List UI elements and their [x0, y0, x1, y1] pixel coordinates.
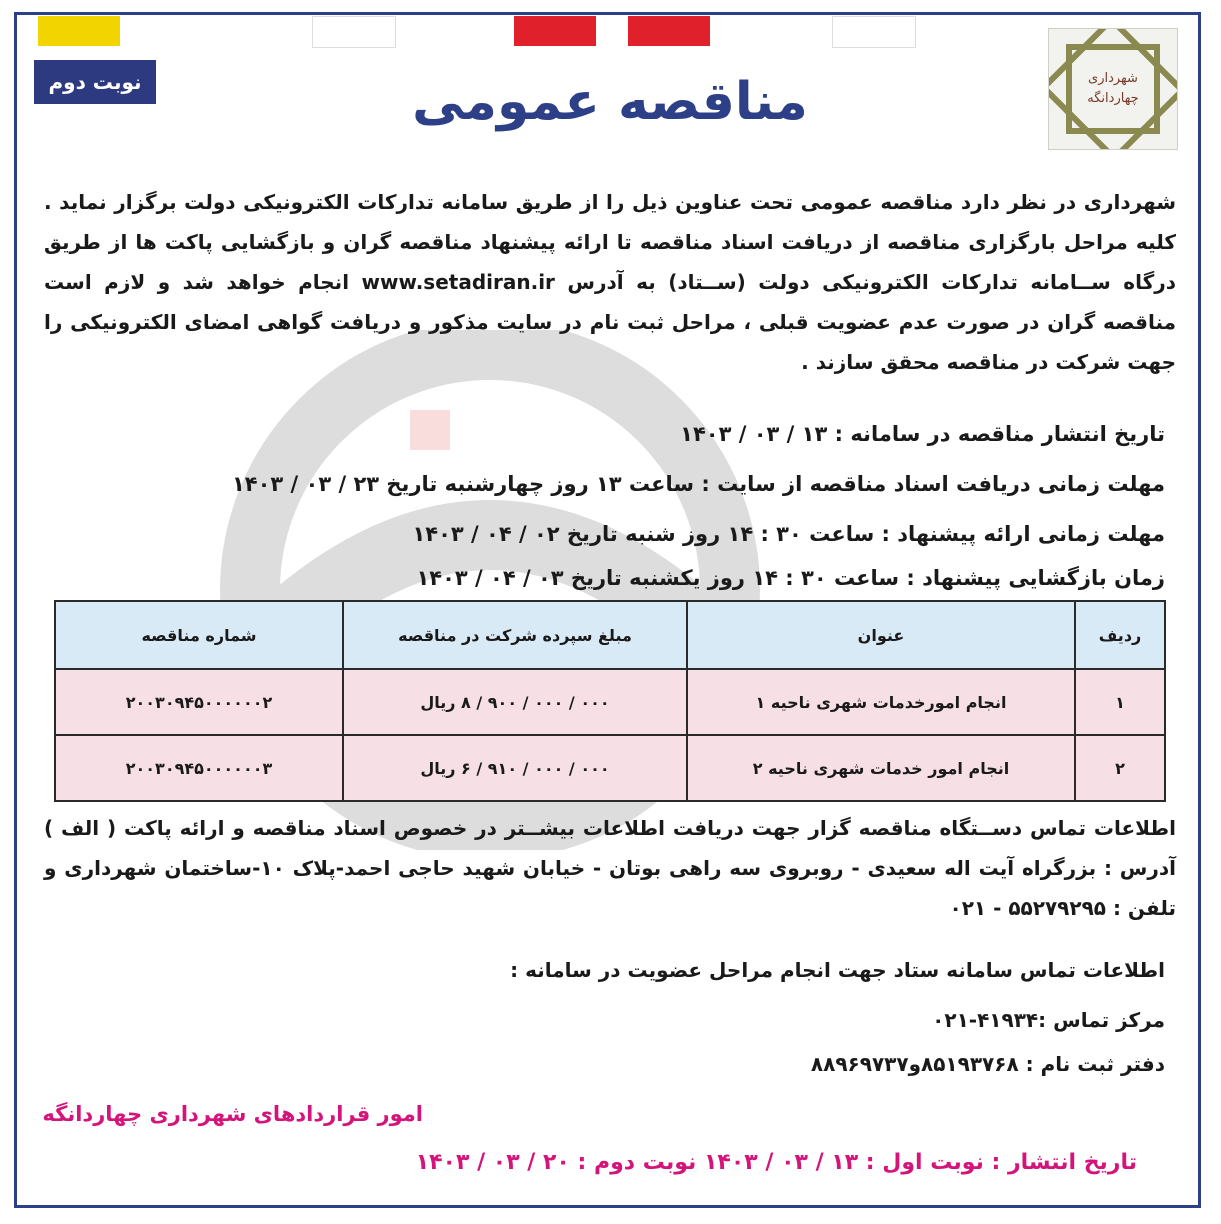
logo-text-1: شهرداری	[1088, 71, 1138, 86]
registration-office: دفتر ثبت نام : ۸۵۱۹۳۷۶۸و۸۸۹۶۹۷۳۷	[810, 1052, 1165, 1076]
row-tender-number: ۲۰۰۳۰۹۴۵۰۰۰۰۰۰۲	[55, 669, 343, 735]
setad-contact: اطلاعات تماس سامانه ستاد جهت انجام مراحل عضویت در سامانه :	[510, 958, 1165, 982]
second-notice-badge: نوبت دوم	[34, 60, 156, 104]
call-center: مرکز تماس :۴۱۹۳۴-۰۲۱	[932, 1008, 1165, 1032]
page-title: مناقصه عمومی	[412, 72, 808, 132]
contact-paragraph: اطلاعات تماس دســتگاه مناقصه گزار جهت دریافت اطلاعات بیشــتر در خصوص اسناد مناقصه و ارائه پاکت ( الف ) آدرس : بزرگراه آیت اله سعیدی - روبروی سه راهی بوتان - خیابان شهید حاجی احمد-پلاک ۱۰-ساختمان شهرداری و تلفن : ۵۵۲۷۹۲۹۵ - ۰۲۱	[44, 816, 1177, 920]
color-bar-white-1	[312, 16, 396, 48]
municipality-logo	[1048, 28, 1178, 150]
signature: امور قراردادهای شهرداری چهاردانگه	[42, 1102, 423, 1126]
row-number: ۲	[1075, 735, 1165, 801]
row-title: انجام امور خدمات شهری ناحیه ۲	[687, 735, 1075, 801]
publish-date: تاریخ انتشار مناقصه در سامانه : ۱۳ / ۰۳ / ۱۴۰۳	[680, 422, 1165, 446]
publication-dates: تاریخ انتشار : نوبت اول : ۱۳ / ۰۳ / ۱۴۰۳ نوبت دوم : ۲۰ / ۰۳ / ۱۴۰۳	[415, 1150, 1137, 1175]
color-bar-white-2	[832, 16, 916, 48]
opening-time: زمان بازگشایی پیشنهاد : ساعت ۳۰ : ۱۴ روز یکشنبه تاریخ ۰۳ / ۰۴ / ۱۴۰۳	[416, 566, 1165, 590]
docs-deadline: مهلت زمانی دریافت اسناد مناقصه از سایت : ساعت ۱۳ روز چهارشنبه تاریخ ۲۳ / ۰۳ / ۱۴۰۳	[231, 472, 1165, 496]
offer-deadline: مهلت زمانی ارائه پیشنهاد : ساعت ۳۰ : ۱۴ روز شنبه تاریخ ۰۲ / ۰۴ / ۱۴۰۳	[412, 522, 1165, 546]
header-row-number: ردیف	[1075, 601, 1165, 669]
tender-table	[54, 600, 1166, 802]
row-deposit: ۰۰۰ / ۰۰۰ / ۹۰۰ / ۸ ریال	[343, 669, 687, 735]
header-deposit: مبلغ سپرده شرکت در مناقصه	[343, 601, 687, 669]
color-bar-red-2	[628, 16, 710, 46]
header-tender-number: شماره مناقصه	[55, 601, 343, 669]
row-title: انجام امورخدمات شهری ناحیه ۱	[687, 669, 1075, 735]
row-tender-number: ۲۰۰۳۰۹۴۵۰۰۰۰۰۰۳	[55, 735, 343, 801]
color-bar-yellow	[38, 16, 120, 46]
header-title: عنوان	[687, 601, 1075, 669]
logo-pattern-icon	[1049, 29, 1177, 149]
color-bar-red-1	[514, 16, 596, 46]
table-header-row	[55, 601, 1165, 669]
table-row	[55, 735, 1165, 801]
logo-text-2: چهاردانگه	[1087, 91, 1139, 106]
intro-paragraph: شهرداری در نظر دارد مناقصه عمومی تحت عناوین ذیل را از طریق سامانه تدارکات الکترونیکی دولت برگزار نماید . کلیه مراحل بارگزاری مناقصه از دریافت اسناد مناقصه تا ارائه پیشنهاد مناقصه گران و بازگشایی پاکت ها از طریق درگاه ســامانه تدارکات الکترونیکی دولت (ســتاد) به آدرس www.setadiran.ir انجام خواهد شد و لازم است مناقصه گران در صورت عدم عضویت قبلی ، مراحل ثبت نام در سایت مذکور و دریافت گواهی امضای الکترونیکی را جهت شرکت در مناقصه محقق سازند .	[44, 190, 1176, 374]
row-deposit: ۰۰۰ / ۰۰۰ / ۹۱۰ / ۶ ریال	[343, 735, 687, 801]
row-number: ۱	[1075, 669, 1165, 735]
table-row	[55, 669, 1165, 735]
